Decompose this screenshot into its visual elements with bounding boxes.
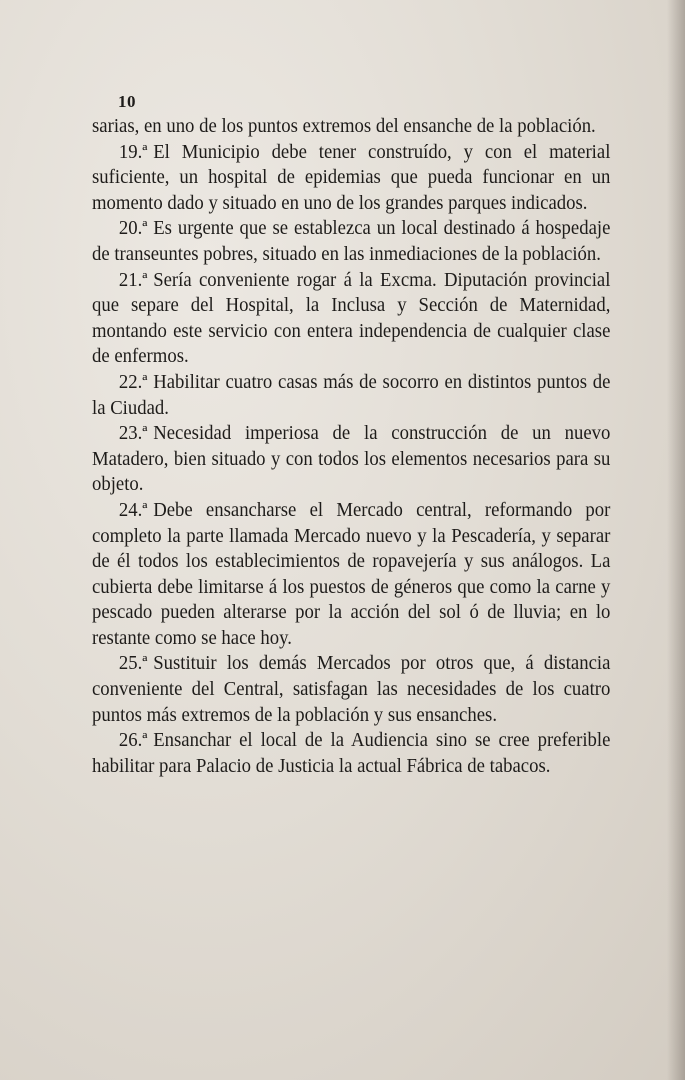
paragraph-number: 25.ª bbox=[118, 653, 148, 675]
paragraph-text: El Municipio debe tener construído, y con el material suficiente, un hospital de epidemias que pueda funcionar en un momento dado y situado en uno de los grandes parques indicados. bbox=[92, 141, 611, 214]
paragraph-number: 23.ª bbox=[118, 423, 148, 445]
paragraph-text: Necesidad imperiosa de la construcción de un nuevo Matadero, bien situado y con todos los elementos necesarios para su objeto. bbox=[92, 423, 611, 496]
paragraph-20 bbox=[92, 216, 610, 267]
paragraph-text: Ensanchar el local de la Audiencia sino se cree preferible habilitar para Palacio de Justicia la actual Fábrica de tabacos. bbox=[92, 730, 611, 777]
paragraph-number: 24.ª bbox=[118, 499, 148, 521]
paragraph-text: Sería conveniente rogar á la Excma. Diputación provincial que separe del Hospital, la Inclusa y Sección de Maternidad, montando este servicio con entera independencia de cualquier clase de enfermos. bbox=[92, 269, 611, 368]
paragraph-number: 22.ª bbox=[118, 371, 148, 393]
paragraph-26 bbox=[92, 728, 610, 779]
paragraph-number: 21.ª bbox=[118, 269, 148, 291]
paragraph-23 bbox=[92, 421, 610, 498]
paragraph-22 bbox=[92, 370, 610, 421]
paragraph-19 bbox=[92, 140, 610, 217]
paragraph-text: Es urgente que se establezca un local destinado á hospedaje de transeuntes pobres, situado en las inmediaciones de la población. bbox=[92, 218, 611, 265]
page-number: 10 bbox=[118, 92, 136, 111]
paragraph-25 bbox=[92, 651, 610, 728]
paragraph-text: Habilitar cuatro casas más de socorro en distintos puntos de la Ciudad. bbox=[92, 371, 611, 419]
paragraph-text: Debe ensancharse el Mercado central, reformando por completo la parte llamada Mercado nuevo y la Pescadería, y separar de él todos los establecimientos de ropavejería y sus análogos. La cubierta debe limitarse á los puestos de géneros que como la carne y pescado pueden alterarse por la acción del sol ó de lluvia; en lo restante como se hace hoy. bbox=[92, 499, 611, 649]
paragraph-continuation bbox=[92, 114, 610, 140]
paragraph-text: sarias, en uno de los puntos extremos del ensanche de la población. bbox=[92, 116, 596, 137]
paragraph-number: 20.ª bbox=[118, 218, 148, 240]
paragraph-21 bbox=[92, 268, 610, 370]
paragraph-number: 26.ª bbox=[118, 730, 148, 752]
body-text bbox=[92, 114, 610, 779]
paragraph-number: 19.ª bbox=[118, 141, 148, 163]
paragraph-24 bbox=[92, 498, 610, 652]
paragraph-text: Sustituir los demás Mercados por otros que, á distancia conveniente del Central, satisfagan las necesidades de los cuatro puntos más extremos de la población y sus ensanches. bbox=[92, 653, 611, 726]
